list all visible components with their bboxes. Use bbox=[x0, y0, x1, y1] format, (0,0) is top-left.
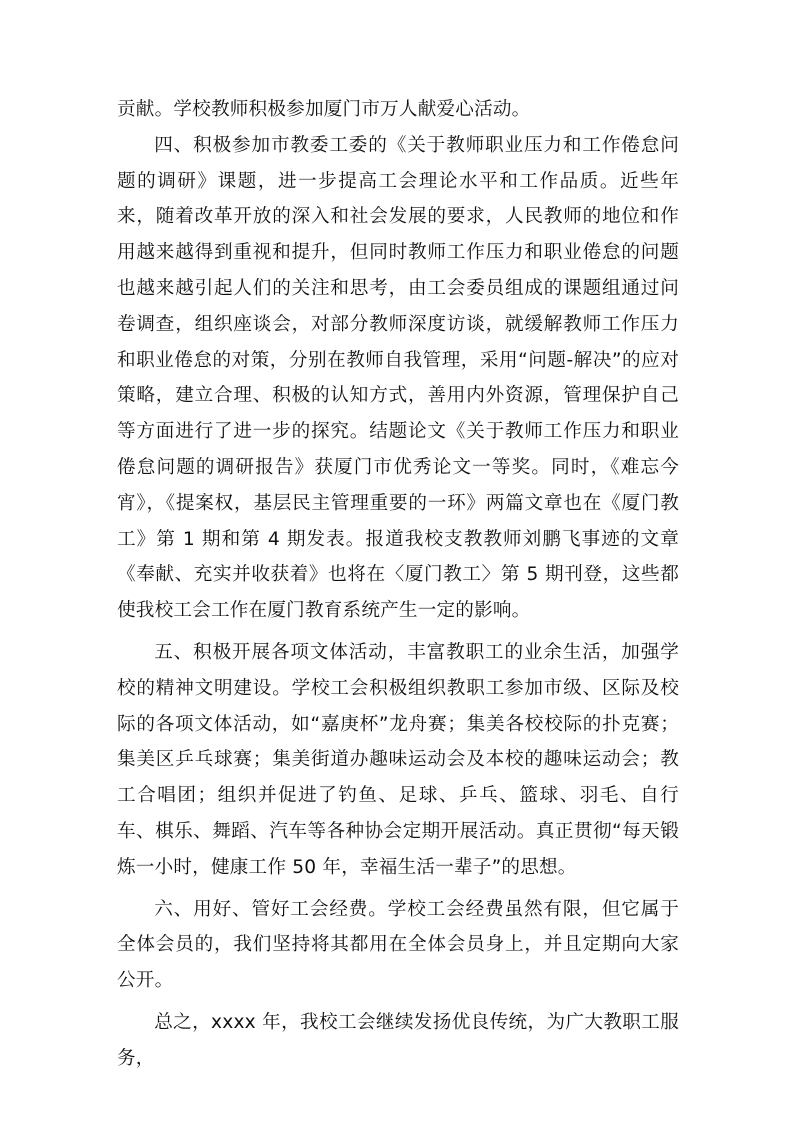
paragraph-section-four: 四、积极参加市教委工委的《关于教师职业压力和工作倦怠问题的调研》课题，进一步提高工会理论水平和工作品质。近些年来，随着改革开放的深入和社会发展的要求，人民教师的地位和作用越来越得到重视和提升，但同时教师工作压力和职业倦怠的问题也越来越引起人们的关注和思考，由工会委员组成的课题组通过问卷调查，组织座谈会，对部分教师深度访谈，就缓解教师工作压力和职业倦怠的对策，分别在教师自我管理，采用“问题-解决”的应对策略，建立合理、积极的认知方式，善用内外资源，管理保护自己等方面进行了进一步的探究。结题论文《关于教师工作压力和职业倦怠问题的调研报告》获厦门市优秀论文一等奖。同时，《难忘今宵》，《提案权，基层民主管理重要的一环》两篇文章也在《厦门教工》第 1 期和第 4 期发表。报道我校支教教师刘鹏飞事迹的文章《奉献、充实并收获着》也将在〈厦门教工〉第 5 期刊登，这些都使我校工会工作在厦门教育系统产生一定的影响。 bbox=[117, 134, 679, 622]
paragraph-conclusion: 总之，xxxx 年，我校工会继续发扬优良传统，为广大教职工服务， bbox=[117, 1011, 679, 1069]
paragraph-continuation: 贡献。学校教师积极参加厦门市万人献爱心活动。 bbox=[117, 99, 531, 120]
document-page bbox=[117, 92, 679, 1077]
paragraph-section-six: 六、用好、管好工会经费。学校工会经费虽然有限，但它属于全体会员的，我们坚持将其都用在全体会员身上，并且定期向大家公开。 bbox=[117, 898, 679, 992]
paragraph-section-five: 五、积极开展各项文体活动，丰富教职工的业余生活，加强学校的精神文明建设。学校工会积极组织教职工参加市级、区际及校际的各项文体活动，如“嘉庚杯”龙舟赛；集美各校校际的扑克赛；集美区乒乓球赛；集美街道办趣味运动会及本校的趣味运动会；教工合唱团；组织并促进了钓鱼、足球、乒乓、篮球、羽毛、自行车、棋乐、舞蹈、汽车等各种协会定期开展活动。真正贯彻“每天锻炼一小时，健康工作 50 年，幸福生活一辈子”的思想。 bbox=[117, 641, 679, 878]
